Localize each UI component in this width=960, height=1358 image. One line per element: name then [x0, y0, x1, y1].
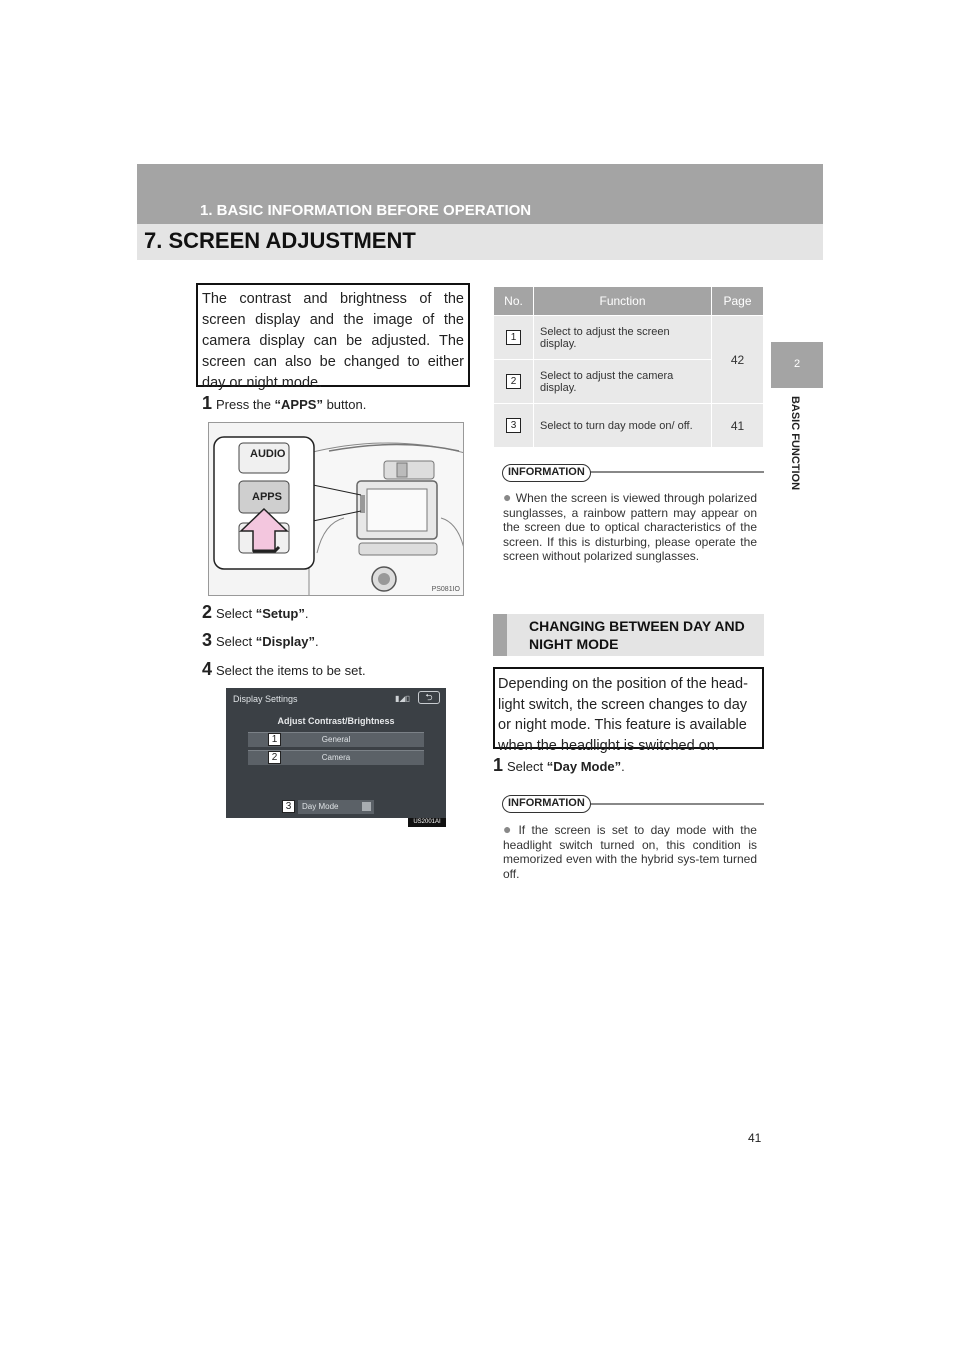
dashboard-drawing — [209, 423, 464, 596]
general-label: General — [321, 735, 351, 744]
row-page: 41 — [712, 404, 764, 448]
table-header-row — [494, 287, 764, 316]
information-label: INFORMATION — [502, 795, 591, 813]
bullet-icon: ● — [503, 821, 515, 837]
step-text-end: . — [621, 759, 625, 774]
row-no — [494, 316, 534, 360]
table-row — [494, 316, 764, 360]
table-row — [494, 404, 764, 448]
mode-description-box: Depending on the position of the head-light switch, the screen changes to day or night mode. This feature is available when the headlight is switched on. — [493, 667, 764, 749]
row-function: Select to adjust the screen display. — [534, 316, 712, 360]
step-text: Select the items to be set. — [216, 663, 366, 678]
step-2 — [202, 602, 309, 623]
marker-1: 1 — [268, 733, 281, 746]
step-text: Press the — [216, 397, 275, 412]
chapter-label: BASIC FUNCTION — [789, 395, 801, 491]
step-bold: “Setup” — [255, 606, 305, 621]
intro-box: The contrast and brightness of the screen display and the image of the camera display can be adjusted. The screen can also be changed to either day or night mode. — [196, 283, 470, 387]
step-text: Select — [507, 759, 547, 774]
step-bold: “APPS” — [274, 397, 323, 412]
step-text: Select — [216, 606, 256, 621]
section-subheading — [493, 614, 764, 656]
step-number: 1 — [493, 755, 504, 775]
screen-title: Display Settings — [233, 694, 298, 704]
step-1 — [202, 393, 366, 414]
function-table — [493, 286, 764, 448]
page-number: 41 — [748, 1131, 762, 1145]
screen-subtitle: Adjust Contrast/Brightness — [277, 716, 395, 726]
header-no: No. — [494, 287, 534, 316]
day-mode-button — [298, 800, 374, 814]
step-text: Select — [216, 634, 256, 649]
step-bold: “Day Mode” — [546, 759, 622, 774]
header-page: Page — [712, 287, 764, 316]
step-number: 1 — [202, 393, 213, 413]
information-body: When the screen is viewed through polarized sunglasses, a rainbow pattern may appear on the screen due to optical characteristics of the screen. If this is disturbing, please operate the screen without polarized sunglasses. — [503, 491, 758, 563]
information-text — [503, 822, 757, 881]
step-text-end: . — [304, 606, 309, 621]
signal-icon: ▮◢▯ — [395, 694, 410, 703]
display-settings-screen — [226, 688, 446, 818]
subheading-bar — [493, 614, 507, 656]
row-page: 42 — [712, 316, 764, 404]
step-text-end: . — [315, 634, 319, 649]
information-text — [503, 490, 757, 564]
row-no — [494, 404, 534, 448]
subheading-text: CHANGING BETWEEN DAY AND NIGHT MODE — [529, 618, 745, 652]
step-number: 3 — [202, 630, 213, 650]
number-box: 2 — [506, 374, 521, 389]
dashboard-illustration — [208, 422, 464, 596]
day-mode-label: Day Mode — [302, 802, 339, 811]
chapter-number: 2 — [793, 358, 801, 370]
marker-2: 2 — [268, 751, 281, 764]
step-number: 2 — [202, 602, 213, 622]
step-4 — [202, 659, 366, 680]
day-mode-checkbox — [362, 802, 371, 811]
screen-caption: US2001AI — [408, 818, 446, 827]
number-box: 1 — [506, 330, 521, 345]
chapter-label-wrap — [785, 375, 803, 515]
back-icon: ⮌ — [418, 691, 440, 704]
row-no — [494, 360, 534, 404]
row-function: Select to adjust the camera display. — [534, 360, 712, 404]
audio-button-label: AUDIO — [250, 448, 286, 460]
step-text-end: button. — [322, 397, 367, 412]
information-label: INFORMATION — [502, 464, 591, 482]
step-day-mode — [493, 755, 625, 776]
camera-label: Camera — [321, 753, 351, 762]
apps-button-label: APPS — [252, 491, 282, 503]
information-body: If the screen is set to day mode with the headlight switch turned on, this condition is memorized even with the hybrid sys-tem turned off. — [503, 823, 757, 881]
number-box: 3 — [506, 418, 521, 433]
marker-3: 3 — [282, 800, 295, 813]
step-3 — [202, 630, 319, 651]
section-title: 1. BASIC INFORMATION BEFORE OPERATION — [200, 202, 532, 219]
row-function: Select to turn day mode on/ off. — [534, 404, 712, 448]
photo-caption: PS081IO — [431, 586, 460, 593]
header-function: Function — [534, 287, 712, 316]
bullet-icon: ● — [503, 489, 512, 505]
page-heading: 7. SCREEN ADJUSTMENT — [144, 228, 416, 253]
step-number: 4 — [202, 659, 213, 679]
step-bold: “Display” — [255, 634, 316, 649]
